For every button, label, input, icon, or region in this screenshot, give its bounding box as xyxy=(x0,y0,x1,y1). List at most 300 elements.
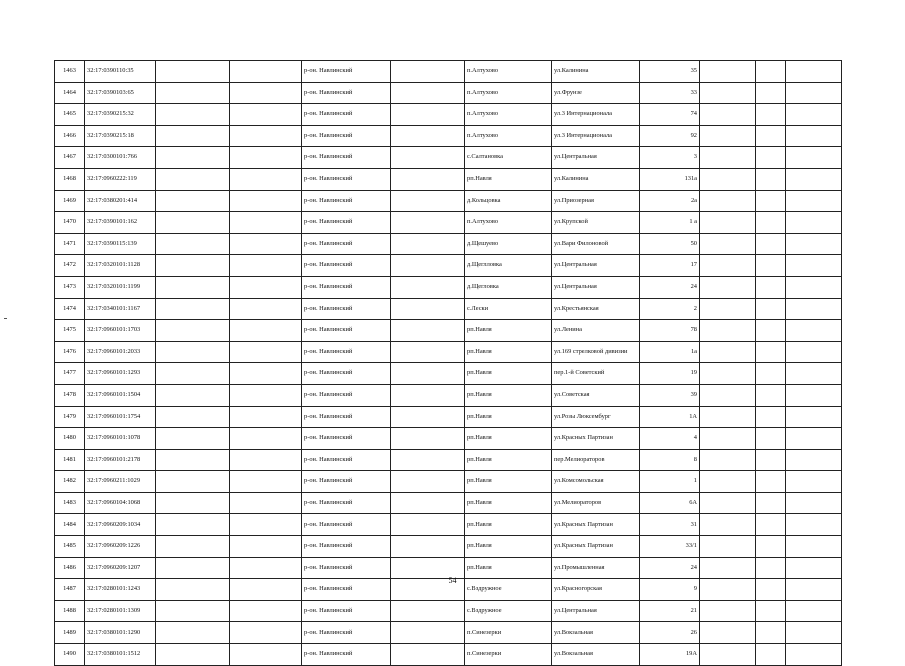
street: ул.Комсомольская xyxy=(552,471,640,493)
empty-cell xyxy=(391,298,465,320)
district: р-он. Навлинский xyxy=(302,212,391,234)
empty-cell xyxy=(156,212,230,234)
district: р-он. Навлинский xyxy=(302,384,391,406)
empty-cell xyxy=(786,384,842,406)
empty-cell xyxy=(156,428,230,450)
row-number: 1474 xyxy=(55,298,85,320)
cadastral-number: 32:17:0960101:1504 xyxy=(85,384,156,406)
empty-cell xyxy=(156,61,230,83)
empty-cell xyxy=(786,61,842,83)
empty-cell xyxy=(230,104,302,126)
house-number: 26 xyxy=(640,622,700,644)
empty-cell xyxy=(786,406,842,428)
settlement: рп.Навля xyxy=(465,557,552,579)
table-row xyxy=(55,147,842,169)
empty-cell xyxy=(756,190,786,212)
district: р-он. Навлинский xyxy=(302,125,391,147)
table-row xyxy=(55,233,842,255)
empty-cell xyxy=(230,61,302,83)
empty-cell xyxy=(786,600,842,622)
cadastral-number: 32:17:0960209:1207 xyxy=(85,557,156,579)
street: ул.Вокзальная xyxy=(552,622,640,644)
empty-cell xyxy=(756,255,786,277)
page-number: 54 xyxy=(448,576,457,585)
empty-cell xyxy=(786,255,842,277)
empty-cell xyxy=(700,449,756,471)
district: р-он. Навлинский xyxy=(302,622,391,644)
empty-cell xyxy=(700,384,756,406)
settlement: с.Лески xyxy=(465,298,552,320)
empty-cell xyxy=(756,212,786,234)
empty-cell xyxy=(156,363,230,385)
row-number: 1490 xyxy=(55,644,85,666)
empty-cell xyxy=(391,61,465,83)
house-number: 33/1 xyxy=(640,536,700,558)
cadastral-number: 32:17:0280101:1309 xyxy=(85,600,156,622)
empty-cell xyxy=(700,298,756,320)
street: ул.Крестьянская xyxy=(552,298,640,320)
empty-cell xyxy=(391,276,465,298)
row-number: 1470 xyxy=(55,212,85,234)
margin-mark xyxy=(4,318,7,319)
empty-cell xyxy=(156,233,230,255)
house-number: 21 xyxy=(640,600,700,622)
district: р-он. Навлинский xyxy=(302,341,391,363)
empty-cell xyxy=(700,255,756,277)
settlement: с.Вздружное xyxy=(465,600,552,622)
house-number: 8 xyxy=(640,449,700,471)
house-number: 31 xyxy=(640,514,700,536)
settlement: д.Щегловка xyxy=(465,276,552,298)
cadastral-number: 32:17:0280101:1243 xyxy=(85,579,156,601)
empty-cell xyxy=(700,644,756,666)
table-row xyxy=(55,61,842,83)
empty-cell xyxy=(230,125,302,147)
empty-cell xyxy=(391,622,465,644)
street: ул.Ленина xyxy=(552,320,640,342)
empty-cell xyxy=(230,492,302,514)
empty-cell xyxy=(786,449,842,471)
street: ул.3 Интернационала xyxy=(552,104,640,126)
table-row xyxy=(55,298,842,320)
empty-cell xyxy=(230,644,302,666)
table-row xyxy=(55,449,842,471)
cadastral-number: 32:17:0300101:766 xyxy=(85,147,156,169)
street: ул.3 Интернационала xyxy=(552,125,640,147)
empty-cell xyxy=(230,320,302,342)
table-row xyxy=(55,600,842,622)
empty-cell xyxy=(391,168,465,190)
empty-cell xyxy=(700,622,756,644)
empty-cell xyxy=(391,536,465,558)
empty-cell xyxy=(756,276,786,298)
empty-cell xyxy=(230,514,302,536)
empty-cell xyxy=(391,600,465,622)
house-number: 2а xyxy=(640,190,700,212)
street: ул.Центральная xyxy=(552,600,640,622)
empty-cell xyxy=(756,514,786,536)
settlement: п.Синезерки xyxy=(465,622,552,644)
house-number: 24 xyxy=(640,276,700,298)
empty-cell xyxy=(756,125,786,147)
settlement: рп.Навля xyxy=(465,449,552,471)
empty-cell xyxy=(156,406,230,428)
empty-cell xyxy=(786,147,842,169)
empty-cell xyxy=(156,492,230,514)
table-row xyxy=(55,125,842,147)
empty-cell xyxy=(230,255,302,277)
street: ул.Приозерная xyxy=(552,190,640,212)
empty-cell xyxy=(230,298,302,320)
district: р-он. Навлинский xyxy=(302,600,391,622)
registry-table-body xyxy=(55,61,842,666)
cadastral-number: 32:17:0390103:65 xyxy=(85,82,156,104)
empty-cell xyxy=(156,125,230,147)
row-number: 1471 xyxy=(55,233,85,255)
house-number: 19А xyxy=(640,644,700,666)
empty-cell xyxy=(700,212,756,234)
district: р-он. Навлинский xyxy=(302,147,391,169)
empty-cell xyxy=(786,82,842,104)
cadastral-number: 32:17:0390110:35 xyxy=(85,61,156,83)
house-number: 24 xyxy=(640,557,700,579)
table-row xyxy=(55,320,842,342)
district: р-он. Навлинский xyxy=(302,255,391,277)
table-row xyxy=(55,190,842,212)
cadastral-number: 32:17:0960101:1703 xyxy=(85,320,156,342)
empty-cell xyxy=(156,82,230,104)
settlement: п.Алтухово xyxy=(465,212,552,234)
empty-cell xyxy=(700,471,756,493)
cadastral-number: 32:17:0390101:162 xyxy=(85,212,156,234)
empty-cell xyxy=(756,341,786,363)
empty-cell xyxy=(700,341,756,363)
empty-cell xyxy=(756,298,786,320)
row-number: 1480 xyxy=(55,428,85,450)
empty-cell xyxy=(700,125,756,147)
empty-cell xyxy=(230,212,302,234)
table-row xyxy=(55,492,842,514)
settlement: п.Алтухово xyxy=(465,104,552,126)
row-number: 1479 xyxy=(55,406,85,428)
empty-cell xyxy=(756,147,786,169)
row-number: 1464 xyxy=(55,82,85,104)
table-row xyxy=(55,514,842,536)
street: ул.Центральная xyxy=(552,276,640,298)
settlement: д.Щешуево xyxy=(465,233,552,255)
district: р-он. Навлинский xyxy=(302,276,391,298)
empty-cell xyxy=(230,233,302,255)
empty-cell xyxy=(756,384,786,406)
settlement: рп.Навля xyxy=(465,320,552,342)
empty-cell xyxy=(756,82,786,104)
empty-cell xyxy=(230,384,302,406)
empty-cell xyxy=(391,471,465,493)
empty-cell xyxy=(756,406,786,428)
empty-cell xyxy=(156,449,230,471)
empty-cell xyxy=(786,168,842,190)
street: ул.Красногорская xyxy=(552,579,640,601)
empty-cell xyxy=(786,492,842,514)
street: пер.Мелиораторов xyxy=(552,449,640,471)
empty-cell xyxy=(786,514,842,536)
settlement: рп.Навля xyxy=(465,168,552,190)
empty-cell xyxy=(391,212,465,234)
empty-cell xyxy=(756,449,786,471)
empty-cell xyxy=(230,428,302,450)
empty-cell xyxy=(391,514,465,536)
house-number: 9 xyxy=(640,579,700,601)
empty-cell xyxy=(391,190,465,212)
row-number: 1483 xyxy=(55,492,85,514)
empty-cell xyxy=(391,233,465,255)
empty-cell xyxy=(756,492,786,514)
district: р-он. Навлинский xyxy=(302,644,391,666)
empty-cell xyxy=(156,384,230,406)
house-number: 6А xyxy=(640,492,700,514)
settlement: рп.Навля xyxy=(465,406,552,428)
empty-cell xyxy=(786,125,842,147)
settlement: рп.Навля xyxy=(465,341,552,363)
empty-cell xyxy=(156,644,230,666)
empty-cell xyxy=(230,82,302,104)
empty-cell xyxy=(391,363,465,385)
row-number: 1475 xyxy=(55,320,85,342)
empty-cell xyxy=(756,168,786,190)
settlement: рп.Навля xyxy=(465,428,552,450)
empty-cell xyxy=(156,536,230,558)
street: ул.Красных Партизан xyxy=(552,428,640,450)
empty-cell xyxy=(230,406,302,428)
empty-cell xyxy=(391,428,465,450)
settlement: п.Алтухово xyxy=(465,82,552,104)
house-number: 17 xyxy=(640,255,700,277)
cadastral-number: 32:17:0960209:1226 xyxy=(85,536,156,558)
district: р-он. Навлинский xyxy=(302,168,391,190)
empty-cell xyxy=(700,82,756,104)
empty-cell xyxy=(391,104,465,126)
table-row xyxy=(55,644,842,666)
cadastral-number: 32:17:0390115:139 xyxy=(85,233,156,255)
house-number: 1а xyxy=(640,341,700,363)
empty-cell xyxy=(700,428,756,450)
house-number: 39 xyxy=(640,384,700,406)
table-row xyxy=(55,276,842,298)
row-number: 1484 xyxy=(55,514,85,536)
cadastral-number: 32:17:0380201:414 xyxy=(85,190,156,212)
empty-cell xyxy=(700,492,756,514)
empty-cell xyxy=(786,320,842,342)
empty-cell xyxy=(786,298,842,320)
district: р-он. Навлинский xyxy=(302,492,391,514)
table-row xyxy=(55,255,842,277)
empty-cell xyxy=(700,233,756,255)
house-number: 74 xyxy=(640,104,700,126)
table-row xyxy=(55,82,842,104)
empty-cell xyxy=(700,61,756,83)
empty-cell xyxy=(786,212,842,234)
empty-cell xyxy=(391,644,465,666)
cadastral-number: 32:17:0960104:1068 xyxy=(85,492,156,514)
district: р-он. Навлинский xyxy=(302,104,391,126)
empty-cell xyxy=(756,536,786,558)
cadastral-number: 32:17:0320101:1128 xyxy=(85,255,156,277)
street: ул.Калинина xyxy=(552,168,640,190)
cadastral-number: 32:17:0960222:119 xyxy=(85,168,156,190)
row-number: 1482 xyxy=(55,471,85,493)
empty-cell xyxy=(756,471,786,493)
empty-cell xyxy=(756,320,786,342)
table-row xyxy=(55,341,842,363)
settlement: п.Синезерки xyxy=(465,644,552,666)
street: ул.Красных Партизан xyxy=(552,514,640,536)
empty-cell xyxy=(230,276,302,298)
cadastral-number: 32:17:0960101:1754 xyxy=(85,406,156,428)
district: р-он. Навлинский xyxy=(302,406,391,428)
empty-cell xyxy=(756,428,786,450)
settlement: рп.Навля xyxy=(465,363,552,385)
district: р-он. Навлинский xyxy=(302,557,391,579)
empty-cell xyxy=(230,449,302,471)
empty-cell xyxy=(230,168,302,190)
cadastral-number: 32:17:0960101:1293 xyxy=(85,363,156,385)
empty-cell xyxy=(230,536,302,558)
street: пер.1-й Советский xyxy=(552,363,640,385)
empty-cell xyxy=(230,190,302,212)
district: р-он. Навлинский xyxy=(302,536,391,558)
empty-cell xyxy=(786,644,842,666)
empty-cell xyxy=(391,492,465,514)
empty-cell xyxy=(156,276,230,298)
district: р-он. Навлинский xyxy=(302,190,391,212)
empty-cell xyxy=(391,341,465,363)
row-number: 1463 xyxy=(55,61,85,83)
empty-cell xyxy=(391,125,465,147)
table-row xyxy=(55,406,842,428)
house-number: 1 а xyxy=(640,212,700,234)
table-row xyxy=(55,104,842,126)
row-number: 1488 xyxy=(55,600,85,622)
row-number: 1469 xyxy=(55,190,85,212)
house-number: 2 xyxy=(640,298,700,320)
empty-cell xyxy=(756,363,786,385)
settlement: рп.Навля xyxy=(465,536,552,558)
cadastral-number: 32:17:0390215:32 xyxy=(85,104,156,126)
district: р-он. Навлинский xyxy=(302,82,391,104)
table-row xyxy=(55,384,842,406)
empty-cell xyxy=(230,471,302,493)
cadastral-number: 32:17:0960209:1034 xyxy=(85,514,156,536)
empty-cell xyxy=(391,320,465,342)
empty-cell xyxy=(391,449,465,471)
cadastral-number: 32:17:0390215:18 xyxy=(85,125,156,147)
house-number: 78 xyxy=(640,320,700,342)
empty-cell xyxy=(756,104,786,126)
street: ул.Вокзальная xyxy=(552,644,640,666)
empty-cell xyxy=(700,276,756,298)
registry-table xyxy=(54,60,842,666)
row-number: 1472 xyxy=(55,255,85,277)
row-number: 1467 xyxy=(55,147,85,169)
cadastral-number: 32:17:0960211:1029 xyxy=(85,471,156,493)
empty-cell xyxy=(786,363,842,385)
house-number: 1А xyxy=(640,406,700,428)
empty-cell xyxy=(156,298,230,320)
district: р-он. Навлинский xyxy=(302,298,391,320)
district: р-он. Навлинский xyxy=(302,61,391,83)
house-number: 19 xyxy=(640,363,700,385)
district: р-он. Навлинский xyxy=(302,320,391,342)
cadastral-number: 32:17:0380101:1512 xyxy=(85,644,156,666)
empty-cell xyxy=(700,536,756,558)
district: р-он. Навлинский xyxy=(302,233,391,255)
empty-cell xyxy=(391,406,465,428)
empty-cell xyxy=(700,168,756,190)
empty-cell xyxy=(756,644,786,666)
settlement: рп.Навля xyxy=(465,492,552,514)
street: ул.169 стрелковой дивизии xyxy=(552,341,640,363)
empty-cell xyxy=(230,622,302,644)
empty-cell xyxy=(756,61,786,83)
empty-cell xyxy=(391,384,465,406)
empty-cell xyxy=(156,514,230,536)
empty-cell xyxy=(756,233,786,255)
row-number: 1485 xyxy=(55,536,85,558)
table-row xyxy=(55,212,842,234)
cadastral-number: 32:17:0380101:1290 xyxy=(85,622,156,644)
cadastral-number: 32:17:0340101:1167 xyxy=(85,298,156,320)
house-number: 50 xyxy=(640,233,700,255)
district: р-он. Навлинский xyxy=(302,363,391,385)
district: р-он. Навлинский xyxy=(302,514,391,536)
empty-cell xyxy=(786,190,842,212)
settlement: рп.Навля xyxy=(465,384,552,406)
house-number: 92 xyxy=(640,125,700,147)
empty-cell xyxy=(230,600,302,622)
empty-cell xyxy=(391,147,465,169)
table-row xyxy=(55,428,842,450)
empty-cell xyxy=(156,255,230,277)
row-number: 1489 xyxy=(55,622,85,644)
empty-cell xyxy=(156,600,230,622)
table-row xyxy=(55,536,842,558)
street: ул.Красных Партизан xyxy=(552,536,640,558)
street: ул.Фрунзе xyxy=(552,82,640,104)
empty-cell xyxy=(786,471,842,493)
cadastral-number: 32:17:0960101:1078 xyxy=(85,428,156,450)
empty-cell xyxy=(156,320,230,342)
house-number: 131а xyxy=(640,168,700,190)
empty-cell xyxy=(700,600,756,622)
row-number: 1487 xyxy=(55,579,85,601)
table-row xyxy=(55,168,842,190)
settlement: д.Щеглловка xyxy=(465,255,552,277)
settlement: п.Алтухово xyxy=(465,125,552,147)
empty-cell xyxy=(700,406,756,428)
empty-cell xyxy=(756,622,786,644)
empty-cell xyxy=(786,536,842,558)
house-number: 1 xyxy=(640,471,700,493)
house-number: 3 xyxy=(640,147,700,169)
empty-cell xyxy=(786,341,842,363)
street: ул.Центральная xyxy=(552,255,640,277)
district: р-он. Навлинский xyxy=(302,471,391,493)
empty-cell xyxy=(700,320,756,342)
empty-cell xyxy=(156,147,230,169)
street: ул.Розы Люксембург xyxy=(552,406,640,428)
settlement: п.Алтухово xyxy=(465,61,552,83)
empty-cell xyxy=(391,82,465,104)
